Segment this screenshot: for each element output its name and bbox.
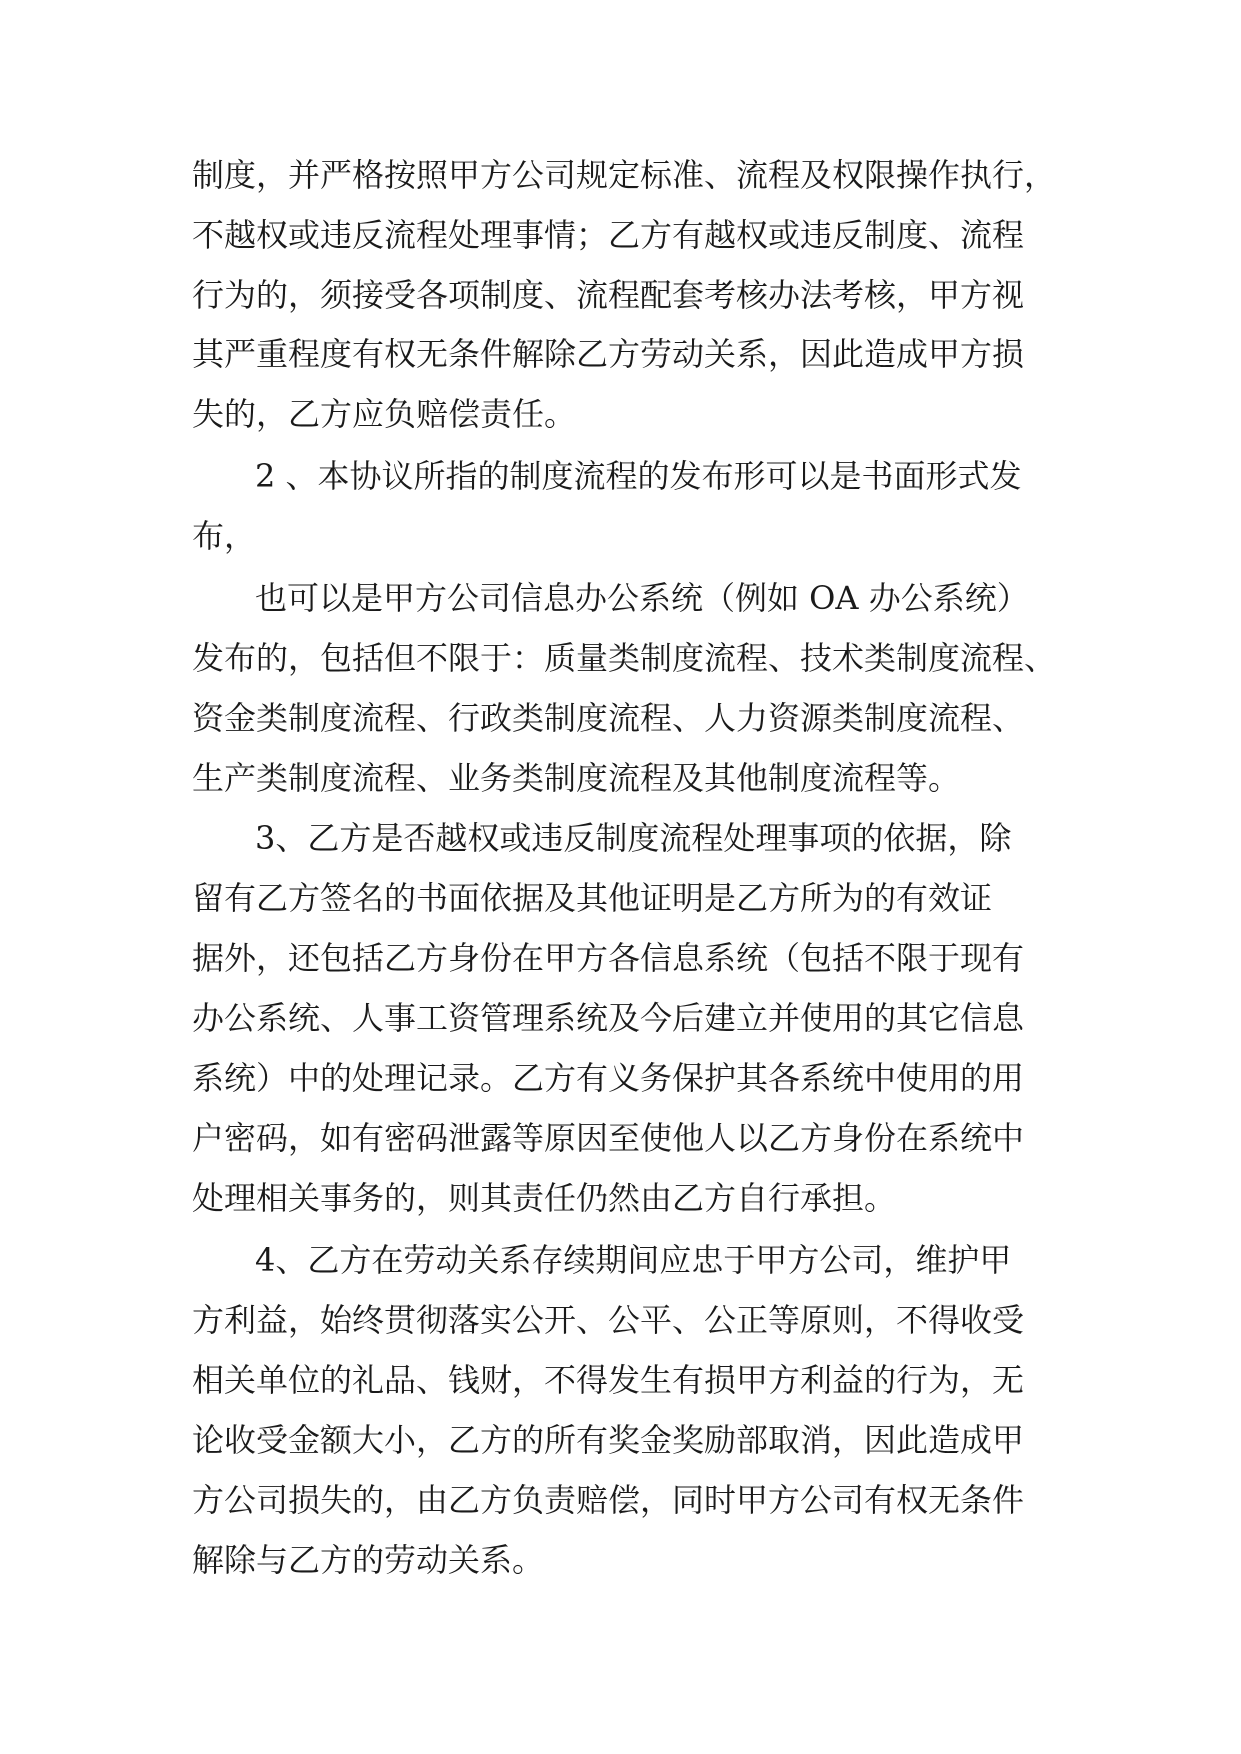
text-line: 行为的，须接受各项制度、流程配套考核办法考核，甲方视 bbox=[192, 276, 1025, 314]
text-line: 发布的，包括但不限于：质量类制度流程、技术类制度流程、 bbox=[192, 639, 1057, 677]
paragraph-2-start: 2 、本协议所指的制度流程的发布形可以是书面形式发 bbox=[255, 457, 1022, 495]
text-line: 不越权或违反流程处理事情；乙方有越权或违反制度、流程 bbox=[192, 216, 1025, 254]
text-line: 相关单位的礼品、钱财，不得发生有损甲方利益的行为，无 bbox=[192, 1361, 1025, 1399]
text-line: 户密码，如有密码泄露等原因至使他人以乙方身份在系统中 bbox=[192, 1119, 1025, 1157]
text-line: 制度，并严格按照甲方公司规定标准、流程及权限操作执行， bbox=[192, 156, 1057, 194]
text-line: 留有乙方签名的书面依据及其他证明是乙方所为的有效证 bbox=[192, 879, 993, 917]
text-line: 解除与乙方的劳动关系。 bbox=[192, 1541, 545, 1579]
text-line: 布， bbox=[192, 517, 257, 555]
text-line: 办公系统、人事工资管理系统及今后建立并使用的其它信息 bbox=[192, 999, 1025, 1037]
text-line: 其严重程度有权无条件解除乙方劳动关系，因此造成甲方损 bbox=[192, 335, 1025, 373]
text-line: 生产类制度流程、业务类制度流程及其他制度流程等。 bbox=[192, 759, 961, 797]
text-line: 资金类制度流程、行政类制度流程、人力资源类制度流程、 bbox=[192, 699, 1025, 737]
text-line: 系统）中的处理记录。乙方有义务保护其各系统中使用的用 bbox=[192, 1059, 1025, 1097]
paragraph-4-start: 4、乙方在劳动关系存续期间应忠于甲方公司，维护甲 bbox=[255, 1241, 1012, 1279]
text-line: 方公司损失的，由乙方负责赔偿，同时甲方公司有权无条件 bbox=[192, 1481, 1025, 1519]
text-line: 失的，乙方应负赔偿责任。 bbox=[192, 395, 577, 433]
text-line: 据外，还包括乙方身份在甲方各信息系统（包括不限于现有 bbox=[192, 939, 1025, 977]
text-line: 处理相关事务的，则其责任仍然由乙方自行承担。 bbox=[192, 1179, 897, 1217]
text-line: 方利益，始终贯彻落实公开、公平、公正等原则，不得收受 bbox=[192, 1301, 1025, 1339]
text-line: 也可以是甲方公司信息办公系统（例如 OA 办公系统） bbox=[255, 579, 1029, 617]
paragraph-3-start: 3、乙方是否越权或违反制度流程处理事项的依据，除 bbox=[255, 819, 1012, 857]
text-line: 论收受金额大小，乙方的所有奖金奖励部取消，因此造成甲 bbox=[192, 1421, 1025, 1459]
